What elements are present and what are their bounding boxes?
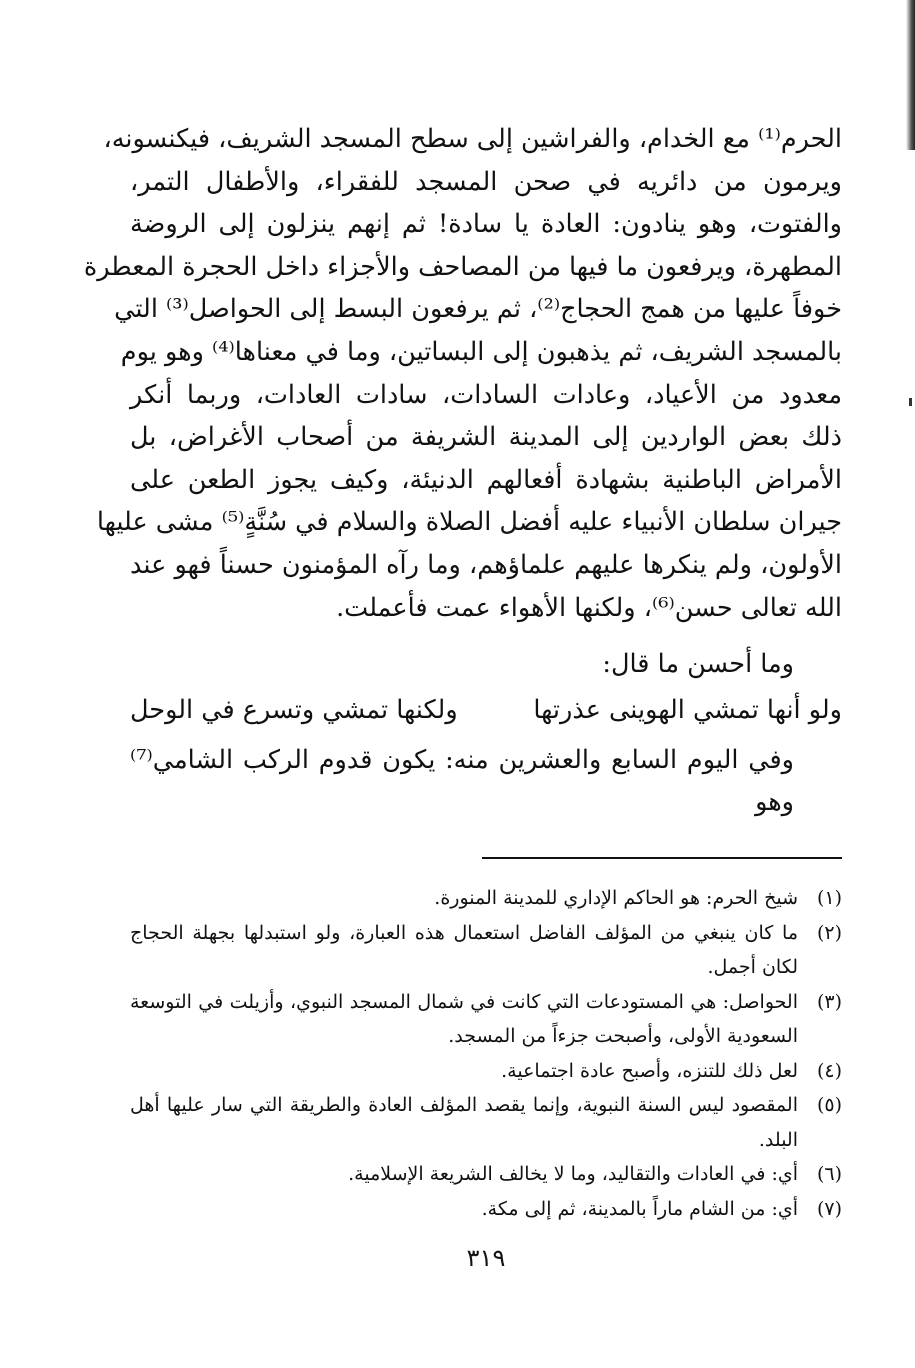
footnote-text: ما كان ينبغي من المؤلف الفاضل استعمال هذه العبارة، ولو استبدلها بجهلة الحجاج لكان أجمل.	[130, 921, 798, 979]
footnotes	[130, 881, 842, 1226]
footnote	[130, 1054, 842, 1089]
body-line: معدود من الأعياد، وعادات السادات، سادات العادات، وربما أنكر	[130, 379, 842, 410]
body-line: المطهرة، ويرفعون ما فيها من المصاحف والأجزاء داخل الحجرة المعطرة	[83, 251, 842, 282]
footnote-text: أي: من الشام ماراً بالمدينة، ثم إلى مكة.	[481, 1197, 798, 1220]
body-line: الحرم⁽¹⁾ مع الخدام، والفراشين إلى سطح المسجد الشريف، فيكنسونه،	[103, 124, 842, 154]
footnote-number: (٣)	[816, 990, 842, 1013]
body-line: خوفاً عليها من همج الحجاج⁽²⁾، ثم يرفعون البسط إلى الحواصل⁽³⁾ التي	[114, 294, 842, 325]
footnote-text: المقصود ليس السنة النبوية، وإنما يقصد المؤلف العادة والطريقة التي سار عليها أهل البلد.	[130, 1094, 798, 1151]
body-line: ويرمون من دائريه في صحن المسجد للفقراء، والأطفال التمر،	[130, 166, 842, 197]
footnote-text: شيخ الحرم: هو الحاكم الإداري للمدينة المنورة.	[434, 887, 798, 910]
scan-edge-shadow	[906, 0, 915, 150]
footnote-text: أي: في العادات والتقاليد، وما لا يخالف الشريعة الإسلامية.	[348, 1163, 798, 1186]
verse-second-hemistich: ولكنها تمشي وتسرع في الوحل	[130, 695, 458, 726]
body-line: جيران سلطان الأنبياء عليه أفضل الصلاة والسلام في سُنَّةٍ⁽⁵⁾ مشى عليها	[96, 507, 842, 538]
poetry-verse	[130, 689, 842, 731]
footnote	[130, 916, 842, 985]
continuation-line: وفي اليوم السابع والعشرين منه: يكون قدوم الركب الشامي⁽⁷⁾ وهو	[130, 745, 794, 818]
footnote	[130, 1088, 842, 1157]
footnote-number: (٤)	[816, 1059, 842, 1082]
verse-intro: وما أحسن ما قال:	[602, 649, 794, 680]
footnote-separator	[482, 857, 842, 859]
scan-speck	[909, 398, 912, 406]
footnote-number: (٦)	[816, 1163, 842, 1186]
footnote-text: الحواصل: هي المستودعات التي كانت في شمال المسجد النبوي، وأزيلت في التوسعة السعودية الأولى، وأصبحت جزءاً من المسجد.	[130, 990, 798, 1048]
footnote	[130, 985, 842, 1054]
footnote-number: (٧)	[816, 1197, 842, 1220]
verse-first-hemistich: ولو أنها تمشي الهوينى عذرتها	[533, 695, 842, 726]
body-line: بالمسجد الشريف، ثم يذهبون إلى البساتين، وما في معناها⁽⁴⁾ وهو يوم	[120, 336, 842, 367]
footnote-number: (٥)	[816, 1094, 842, 1117]
footnote-text: لعل ذلك للتنزه، وأصبح عادة اجتماعية.	[501, 1059, 798, 1082]
body-line: الله تعالى حسن⁽⁶⁾، ولكنها الأهواء عمت فأعملت.	[336, 592, 842, 623]
footnote	[130, 1192, 842, 1227]
footnote	[130, 881, 842, 916]
book-page	[83, 118, 842, 1273]
page-number: ٣١٩	[466, 1244, 506, 1273]
footnote-number: (١)	[816, 887, 842, 910]
body-line: الأولون، ولم ينكرها عليهم علماؤهم، وما رآه المؤمنون حسناً فهو عند	[130, 549, 842, 580]
body-line: ذلك بعض الواردين إلى المدينة الشريفة من أصحاب الأغراض، بل	[130, 422, 842, 453]
footnote	[130, 1157, 842, 1192]
footnote-number: (٢)	[816, 921, 842, 944]
body-line: الأمراض الباطنية بشهادة أفعالهم الدنيئة، وكيف يجوز الطعن على	[130, 464, 842, 495]
body-line: والفتوت، وهو ينادون: العادة يا سادة! ثم إنهم ينزلون إلى الروضة	[130, 209, 842, 240]
main-text	[83, 118, 842, 629]
